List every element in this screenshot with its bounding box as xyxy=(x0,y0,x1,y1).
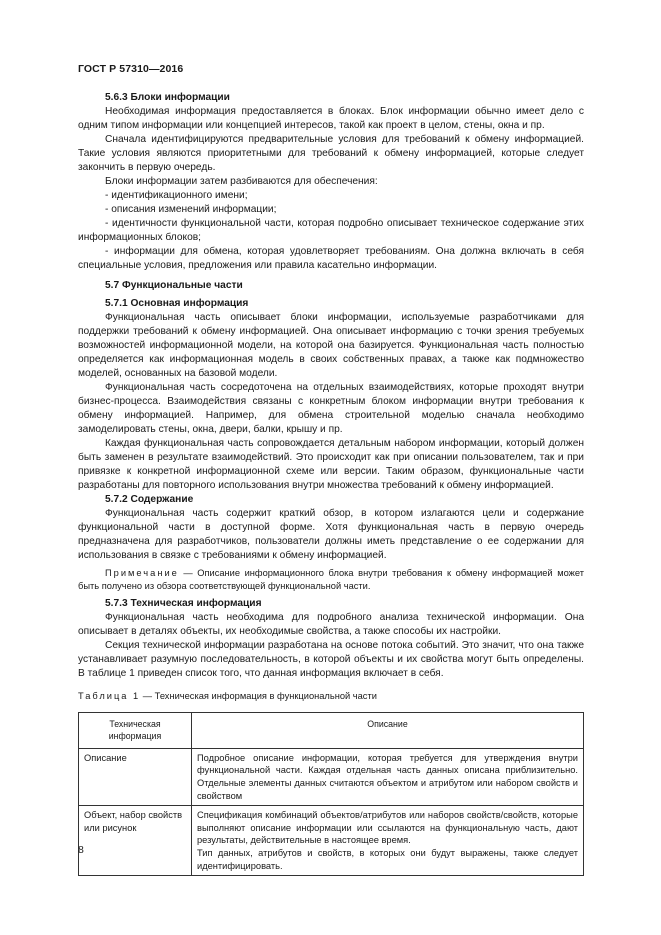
section-heading-5-7-2: 5.7.2 Содержание xyxy=(105,494,194,505)
paragraph: Каждая функциональная часть сопровождается детальным набором информации, который должен быть заменен в результате взаимодействий. Это происходит как при описании пользователем, так и при привязке к конкретной информационной схеме или версии. Таким образом, функциональные части разработаны для повторного использования внутри множества требований к обмену информацией. xyxy=(78,438,584,491)
table-caption xyxy=(78,689,584,703)
page-number: 8 xyxy=(78,844,84,856)
paragraph: Функциональная часть необходима для подробного анализа технической информации. Она описывает в деталях объекты, их необходимые свойства, а также способы их настройки. xyxy=(78,611,584,637)
section-heading-5-6-3: 5.6.3 Блоки информации xyxy=(105,92,230,103)
table-cell-description xyxy=(192,806,584,876)
paragraph: Блоки информации затем разбиваются для обеспечения: xyxy=(105,176,378,187)
note-label: Примечание xyxy=(105,568,179,578)
page-content xyxy=(78,91,584,876)
paragraph: Секция технической информации разработана на основе потока событий. Это значит, что она также устанавливает разумную последовательность, в которой объекты и их свойства могут быть определены. В таблице 1 приведен список того, что данная информация включает в себя. xyxy=(78,639,584,679)
table-caption-text: — Техническая информация в функциональной части xyxy=(140,690,377,701)
paragraph: Функциональная часть описывает блоки информации, используемые разработчиками для поддержки требований к обмену информацией. Она описывает информацию с точки зрения требуемых возможностей информационной модели, на которой она базируется. Функциональная часть полностью определяется как информационная модель в своих собственных правах, а также как подмножество моделей, основанных на базовой модели. xyxy=(78,312,584,379)
note-text: — Описание информационного блока внутри требования к обмену информацией может быть получено из обзора соответствующей функциональной части. xyxy=(78,568,584,591)
table-cell-name: Описание xyxy=(79,748,192,805)
column-header-description: Описание xyxy=(192,712,584,748)
paragraph: Функциональная часть содержит краткий обзор, в котором излагаются цели и содержание функциональной части в доступной форме. Хотя функциональная часть в первую очередь предназначена для разработчиков, пользователи должны иметь представление о ее содержании для использования в связке с требованиями к обмену информацией. xyxy=(78,508,584,561)
list-item: - информации для обмена, которая удовлетворяет требованиям. Она должна включать в себя специальные условия, предложения или правила касательно информации. xyxy=(78,246,584,271)
list-item: - идентичности функциональной части, которая подробно описывает техническое содержание этих информационных блоков; xyxy=(78,218,584,243)
document-header: ГОСТ Р 57310—2016 xyxy=(78,63,184,75)
list-item: - идентификационного имени; xyxy=(105,190,248,201)
table-cell-name: Объект, набор свойств или рисунок xyxy=(79,806,192,876)
table-cell-description: Подробное описание информации, которая требуется для утверждения внутри функциональной части. Каждая отдельная часть данных описана приблизительно. Отдельные элементы данных считаются объектом и атрибутом или набором свойств и свойством xyxy=(192,748,584,805)
table-caption-label: Таблица 1 xyxy=(78,690,141,701)
table-header-row xyxy=(79,712,584,748)
section-heading-5-7-3: 5.7.3 Техническая информация xyxy=(105,597,262,609)
paragraph: Необходимая информация предоставляется в блоках. Блок информации обычно имеет дело с одним типом информации или концепцией интересов, такой как проект в целом, стены, окна и пр. xyxy=(78,106,584,131)
section-heading-5-7-1: 5.7.1 Основная информация xyxy=(105,298,249,309)
section-heading-5-7: 5.7 Функциональные части xyxy=(105,280,243,291)
paragraph: Сначала идентифицируются предварительные условия для требований к обмену информацией. Такие условия являются приоритетными для требований к обмену информацией, которые следует закончить в первую очередь. xyxy=(78,134,584,173)
table-row xyxy=(79,806,584,876)
cell-paragraph: Спецификация комбинаций объектов/атрибутов или наборов свойств/свойств, которые выполняют описание информации или ссылаются на функциональную часть, дают результаты, действительные в настоящее время. xyxy=(197,810,578,846)
paragraph: Функциональная часть сосредоточена на отдельных взаимодействиях, которые проходят внутри бизнес-процесса. Взаимодействия связаны с конкретным блоком информации внутри требования к обмену информацией. Например, для обмена строительной моделью сначала необходимо замоделировать стены, окна, двери, балки, крышу и пр. xyxy=(78,382,584,435)
note xyxy=(78,567,584,593)
table-row xyxy=(79,748,584,805)
list-item: - описания изменений информации; xyxy=(105,204,277,215)
technical-info-table xyxy=(78,712,584,877)
column-header-technical-info: Техническая информация xyxy=(79,712,192,748)
cell-paragraph: Тип данных, атрибутов и свойств, в которых они будут выражены, также следует идентифицировать. xyxy=(197,847,578,871)
